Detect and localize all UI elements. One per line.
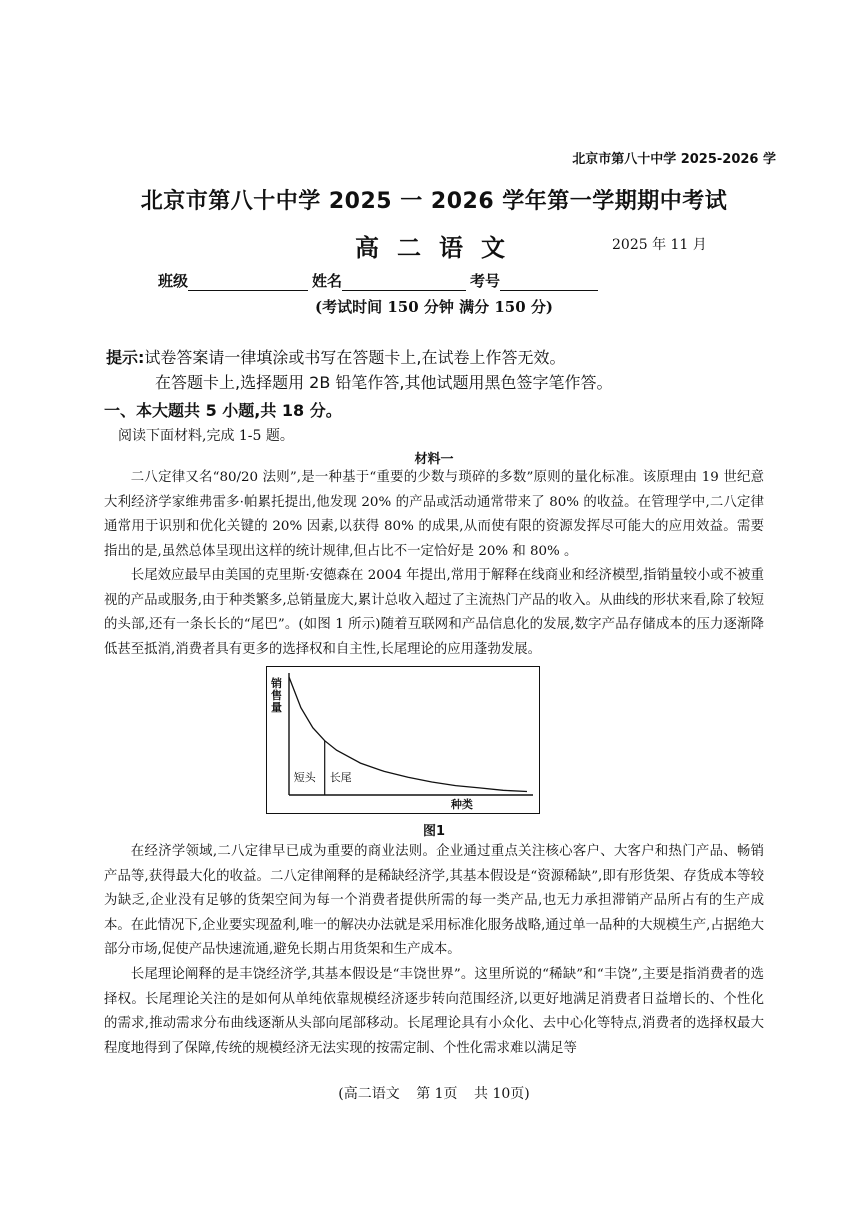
paragraph: 长尾效应最早由美国的克里斯·安德森在 2004 年提出,常用于解释在线商业和经济模型,指销量较小或不被重视的产品或服务,由于种类繁多,总销量庞大,累计总收入超过了主流热门产品的收入。从曲线的形状来看,除了较短的头部,还有一条长长的“尾巴”。(如图 1 所示)随着互联网和产品信息化的发展,数字产品存储成本的压力逐渐降低甚至抵消,消费者具有更多的选择权和自主性,长尾理论的应用蓬勃发展。 <box>104 568 764 657</box>
class-field[interactable] <box>188 272 308 291</box>
footer-subject: (高二语文 <box>338 1086 400 1102</box>
paragraph: 在经济学领域,二八定律早已成为重要的商业法则。企业通过重点关注核心客户、大客户和热门产品、畅销产品等,获得最大化的收益。二八定律阐释的是稀缺经济学,其基本假设是“资源稀缺”,即有形货架、存货成本等较为缺乏,企业没有足够的货架空间为每一个消费者提供所需的每一类产品,也无力承担滞销产品所占有的生产成本。在此情况下,企业要实现盈利,唯一的解决办法就是采用标准化服务战略,通过单一品种的大规模生产,占据绝大部分市场,促使产品快速流通,避免长期占用货架和生产成本。 <box>104 844 764 957</box>
exam-no-field[interactable] <box>500 272 598 291</box>
school-tag: 北京市第八十中学 2025-2026 学 <box>572 152 776 167</box>
exam-time: (考试时间 150 分钟 满分 150 分) <box>315 298 553 316</box>
name-field[interactable] <box>342 272 466 291</box>
paragraph: 二八定律又名“80/20 法则”,是一种基于“重要的少数与琐碎的多数”原则的量化标准。该原理由 19 世纪意大利经济学家维弗雷多·帕累托提出,他发现 20% 的产品或活动通常带来了 80% 的收益。在管理学中,二八定律通常用于识别和优化关键的 20% 因素,以获得 80% 的成果,从而使有限的资源发挥尽可能大的应用效益。需要指出的是,虽然总体呈现出这样的统计规律,但占比不一定恰好是 20% 和 80% 。 <box>104 470 764 559</box>
section-instruction: 阅读下面材料,完成 1-5 题。 <box>118 428 294 444</box>
subject-title: 高二语文 <box>355 233 523 262</box>
name-label: 姓名 <box>312 272 343 290</box>
figure-caption: 图1 <box>422 824 446 839</box>
paragraph: 长尾理论阐释的是丰饶经济学,其基本假设是“丰饶世界”。这里所说的“稀缺”和“丰饶”,主要是指消费者的选择权。长尾理论关注的是如何从单纯依靠规模经济逐步转向范围经济,以更好地满足消费者日益增长的、个性化的需求,推动需求分布曲线逐渐从头部向尾部移动。长尾理论具有小众化、去中心化等特点,消费者的选择权最大程度地得到了保障,传统的规模经济无法实现的按需定制、个性化需求难以满足等 <box>104 967 764 1056</box>
class-label: 班级 <box>158 272 189 290</box>
tip-line-1 <box>106 345 566 368</box>
material-title: 材料一 <box>414 452 454 467</box>
footer-page: 第 1页 <box>416 1086 458 1102</box>
tip-label: 提示: <box>106 348 145 367</box>
exam-title: 北京市第八十中学 2025 一 2026 学年第一学期期中考试 <box>140 189 728 214</box>
section-title: 一、本大题共 5 小题,共 18 分。 <box>104 401 342 420</box>
tip-text-1: 试卷答案请一律填涂或书写在答题卡上,在试卷上作答无效。 <box>144 348 566 367</box>
footer-total: 共 10页) <box>474 1086 530 1102</box>
long-tail-chart <box>266 666 540 814</box>
y-axis-label: 销售量 <box>271 677 282 714</box>
student-info-row <box>158 270 602 291</box>
annotation-tail: 长尾 <box>329 771 352 784</box>
tip-line-2: 在答题卡上,选择题用 2B 铅笔作答,其他试题用黑色签字笔作答。 <box>155 373 613 392</box>
x-axis-label: 种类 <box>450 798 473 811</box>
page-footer <box>0 1083 868 1103</box>
chart-svg <box>267 667 538 812</box>
exam-no-label: 考号 <box>470 272 501 290</box>
exam-date: 2025 年 11 月 <box>612 237 707 253</box>
annotation-head: 短头 <box>293 771 316 784</box>
